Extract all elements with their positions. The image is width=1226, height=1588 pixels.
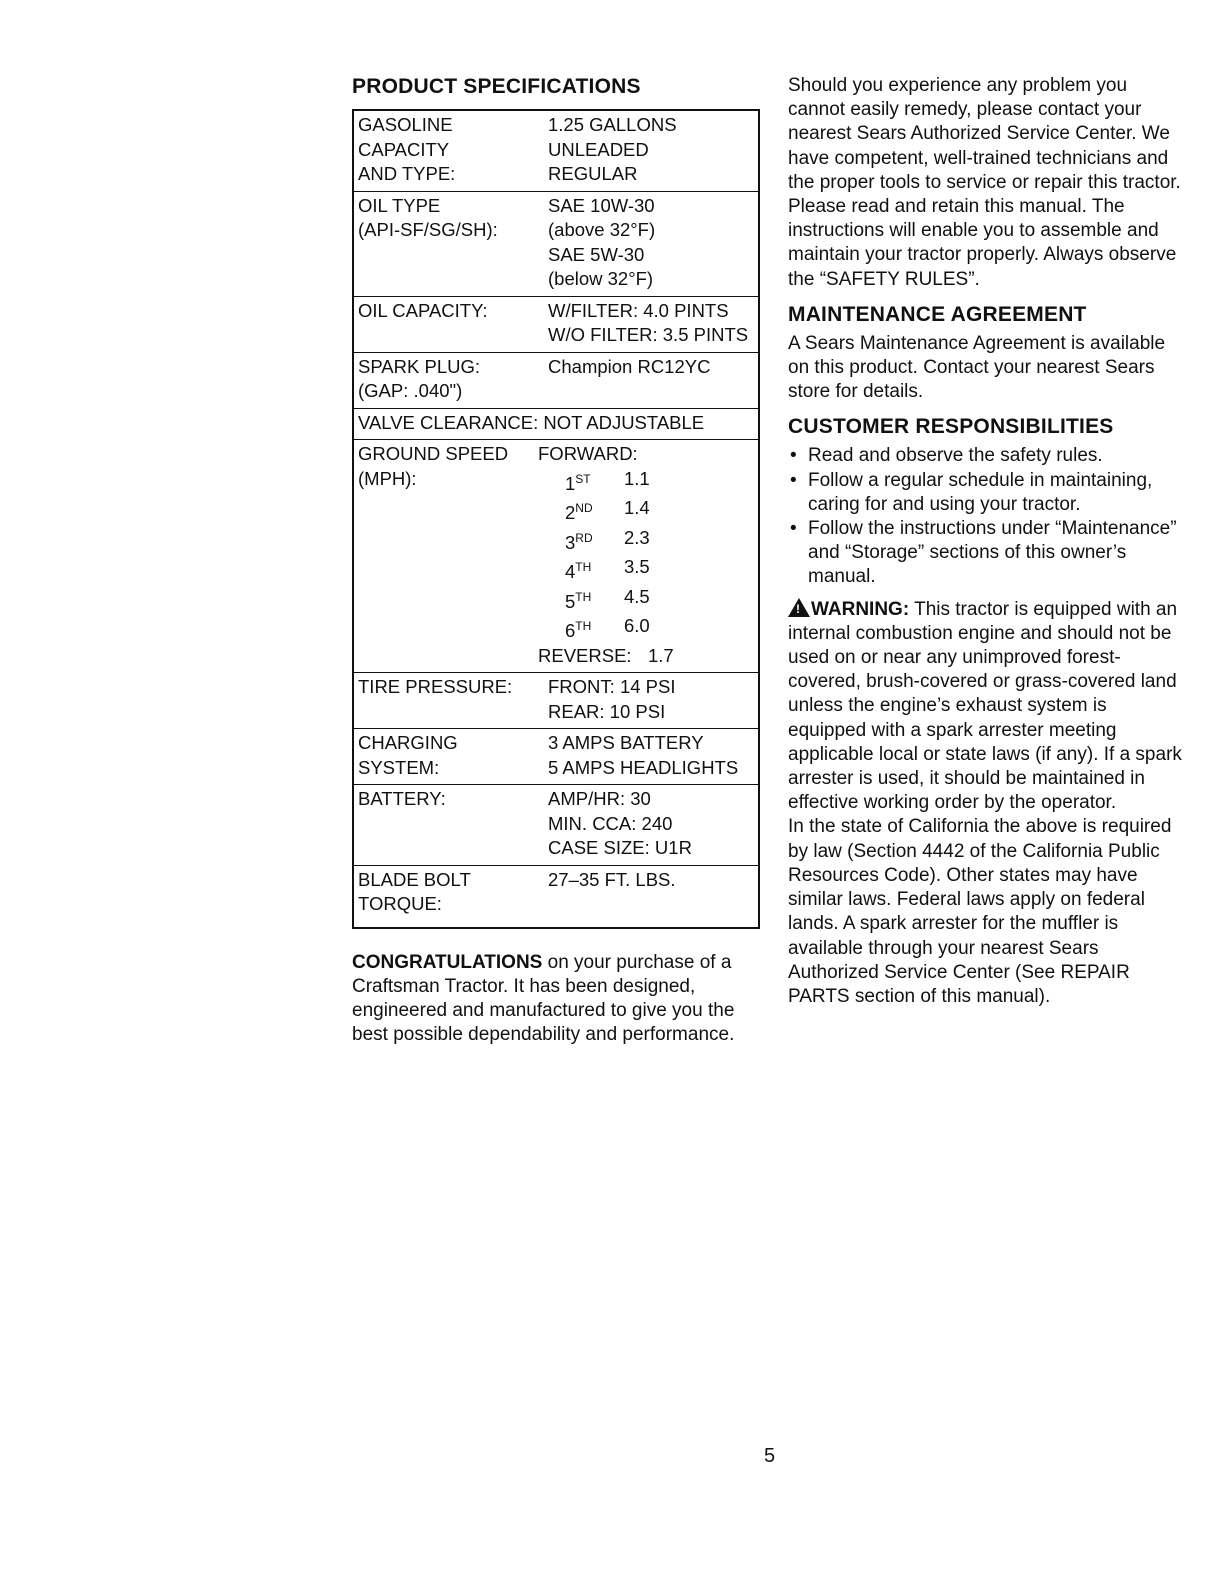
spec-label: SPARK PLUG: (GAP: .040") <box>358 355 481 401</box>
spec-value: W/FILTER: 4.0 PINTS W/O FILTER: 3.5 PINTS <box>548 299 749 345</box>
gear-number: 2 <box>565 502 576 523</box>
spec-row-tire-pressure <box>354 672 758 728</box>
spec-row-blade-bolt <box>354 865 758 927</box>
spec-value: 27–35 FT. LBS. <box>548 868 676 890</box>
left-column <box>352 74 764 1047</box>
spec-label: BLADE BOLT TORQUE: <box>358 868 471 914</box>
gear-speed: 4.5 <box>624 585 650 607</box>
spec-label: BATTERY: <box>358 788 446 809</box>
list-item: • Follow a regular schedule in maintaining, caring for and using your tractor. <box>788 469 1188 517</box>
spec-value: FRONT: 14 PSI REAR: 10 PSI <box>548 676 676 722</box>
reverse-row <box>538 644 754 669</box>
gear-speed: 2.3 <box>624 526 650 548</box>
reverse-label: REVERSE: <box>538 644 632 666</box>
spec-value: SAE 10W-30 (above 32°F) SAE 5W-30 (below 32°F) <box>548 194 656 289</box>
spec-label: GASOLINE CAPACITY AND TYPE: <box>358 114 456 184</box>
product-specifications-heading: PRODUCT SPECIFICATIONS <box>352 75 641 98</box>
spec-row-ground-speed <box>354 439 758 672</box>
gear-suffix: ND <box>575 501 593 515</box>
spec-row-battery <box>354 784 758 865</box>
gear-suffix: RD <box>575 530 593 545</box>
spec-label: TIRE PRESSURE: <box>358 676 513 697</box>
spec-value: 1.25 GALLONS UNLEADED REGULAR <box>548 114 677 184</box>
spec-label: OIL CAPACITY: <box>358 299 488 321</box>
california-paragraph: In the state of California the above is required by law (Section 4442 of the California Public Resources Code). Other states may have similar laws. Federal laws apply on federal lands. A spark arrester for the muffler is available through your nearest Sears Authorized Service Center (See REPAIR PARTS section of this manual). <box>788 816 1172 1007</box>
spec-label: OIL TYPE (API-SF/SG/SH): <box>358 194 498 240</box>
spec-row-oil-type <box>354 191 758 296</box>
spec-label: VALVE CLEARANCE: NOT ADJUSTABLE <box>358 411 705 433</box>
retain-manual-paragraph: Please read and retain this manual. The instructions will enable you to assemble and maintain your tractor properly. Always observe the “SAFETY RULES”. <box>788 196 1177 290</box>
gear-number: 6 <box>565 620 576 641</box>
congratulations-paragraph <box>352 951 764 1048</box>
service-intro-paragraph: Should you experience any problem you cannot easily remedy, please contact your nearest Sears Authorized Service Center. We have competent, well-trained technicians and the proper tools to service or repair this tractor. <box>788 75 1181 193</box>
warning-triangle-icon <box>788 598 810 617</box>
gear-number: 5 <box>565 590 576 612</box>
gear-speed: 3.5 <box>624 556 650 577</box>
reverse-speed: 1.7 <box>648 644 674 666</box>
list-item: • Follow the instructions under “Maintenance” and “Storage” sections of this owner’s manual. <box>788 517 1188 590</box>
gear-suffix: TH <box>575 560 592 574</box>
warning-text: This tractor is equipped with an internal combustion engine and should not be used on or near any unimproved forest-covered, brush-covered or grass-covered land unless the engine’s exhaust system is equipped with a spark arrester meeting applicable local or state laws (if any). If a spark arrester is used, it should be maintained in effective working order by the operator. <box>788 598 1182 814</box>
gear-suffix: TH <box>575 619 592 633</box>
gear-number: 4 <box>565 561 576 582</box>
gear-row <box>538 614 754 644</box>
ground-speed-values <box>538 442 754 668</box>
spec-row-charging-system <box>354 728 758 784</box>
spec-label: GROUND SPEED (MPH): <box>358 443 509 489</box>
maintenance-agreement-heading: MAINTENANCE AGREEMENT <box>788 302 1087 326</box>
gear-row <box>538 585 754 615</box>
gear-row <box>538 496 754 526</box>
right-column <box>788 74 1188 1009</box>
spec-value: 3 AMPS BATTERY 5 AMPS HEADLIGHTS <box>548 732 739 778</box>
gear-suffix: ST <box>575 471 591 486</box>
gear-row <box>538 467 754 497</box>
spec-label: CHARGING SYSTEM: <box>358 732 458 778</box>
spec-row-spark-plug <box>354 352 758 408</box>
gear-speed: 1.4 <box>624 497 650 518</box>
spec-row-gasoline <box>354 111 758 191</box>
gear-row <box>538 526 754 556</box>
list-item: • Read and observe the safety rules. <box>788 444 1188 468</box>
forward-label: FORWARD: <box>538 443 638 464</box>
warning-label: WARNING: <box>811 598 910 620</box>
gear-speed: 6.0 <box>624 615 650 636</box>
spec-value: Champion RC12YC <box>548 355 711 377</box>
specifications-table <box>352 109 760 929</box>
spec-value: AMP/HR: 30 MIN. CCA: 240 CASE SIZE: U1R <box>548 788 692 858</box>
gear-suffix: TH <box>575 589 592 604</box>
spec-row-valve-clearance <box>354 408 758 440</box>
responsibilities-list <box>788 444 1188 589</box>
maintenance-agreement-text: A Sears Maintenance Agreement is available on this product. Contact your nearest Sears store for details. <box>788 332 1166 403</box>
congratulations-text: on your purchase of a Craftsman Tractor. It has been designed, engineered and manufactured to give you the best possible dependability and performance. <box>352 951 735 1046</box>
warning-paragraph <box>788 598 1188 816</box>
page-number: 5 <box>764 1445 776 1467</box>
gear-number: 3 <box>565 531 576 553</box>
gear-number: 1 <box>565 472 576 494</box>
gear-row <box>538 555 754 585</box>
congratulations-lead: CONGRATULATIONS <box>352 951 543 973</box>
spec-row-oil-capacity <box>354 296 758 352</box>
customer-responsibilities-heading: CUSTOMER RESPONSIBILITIES <box>788 415 1114 439</box>
gear-speed: 1.1 <box>624 467 650 489</box>
